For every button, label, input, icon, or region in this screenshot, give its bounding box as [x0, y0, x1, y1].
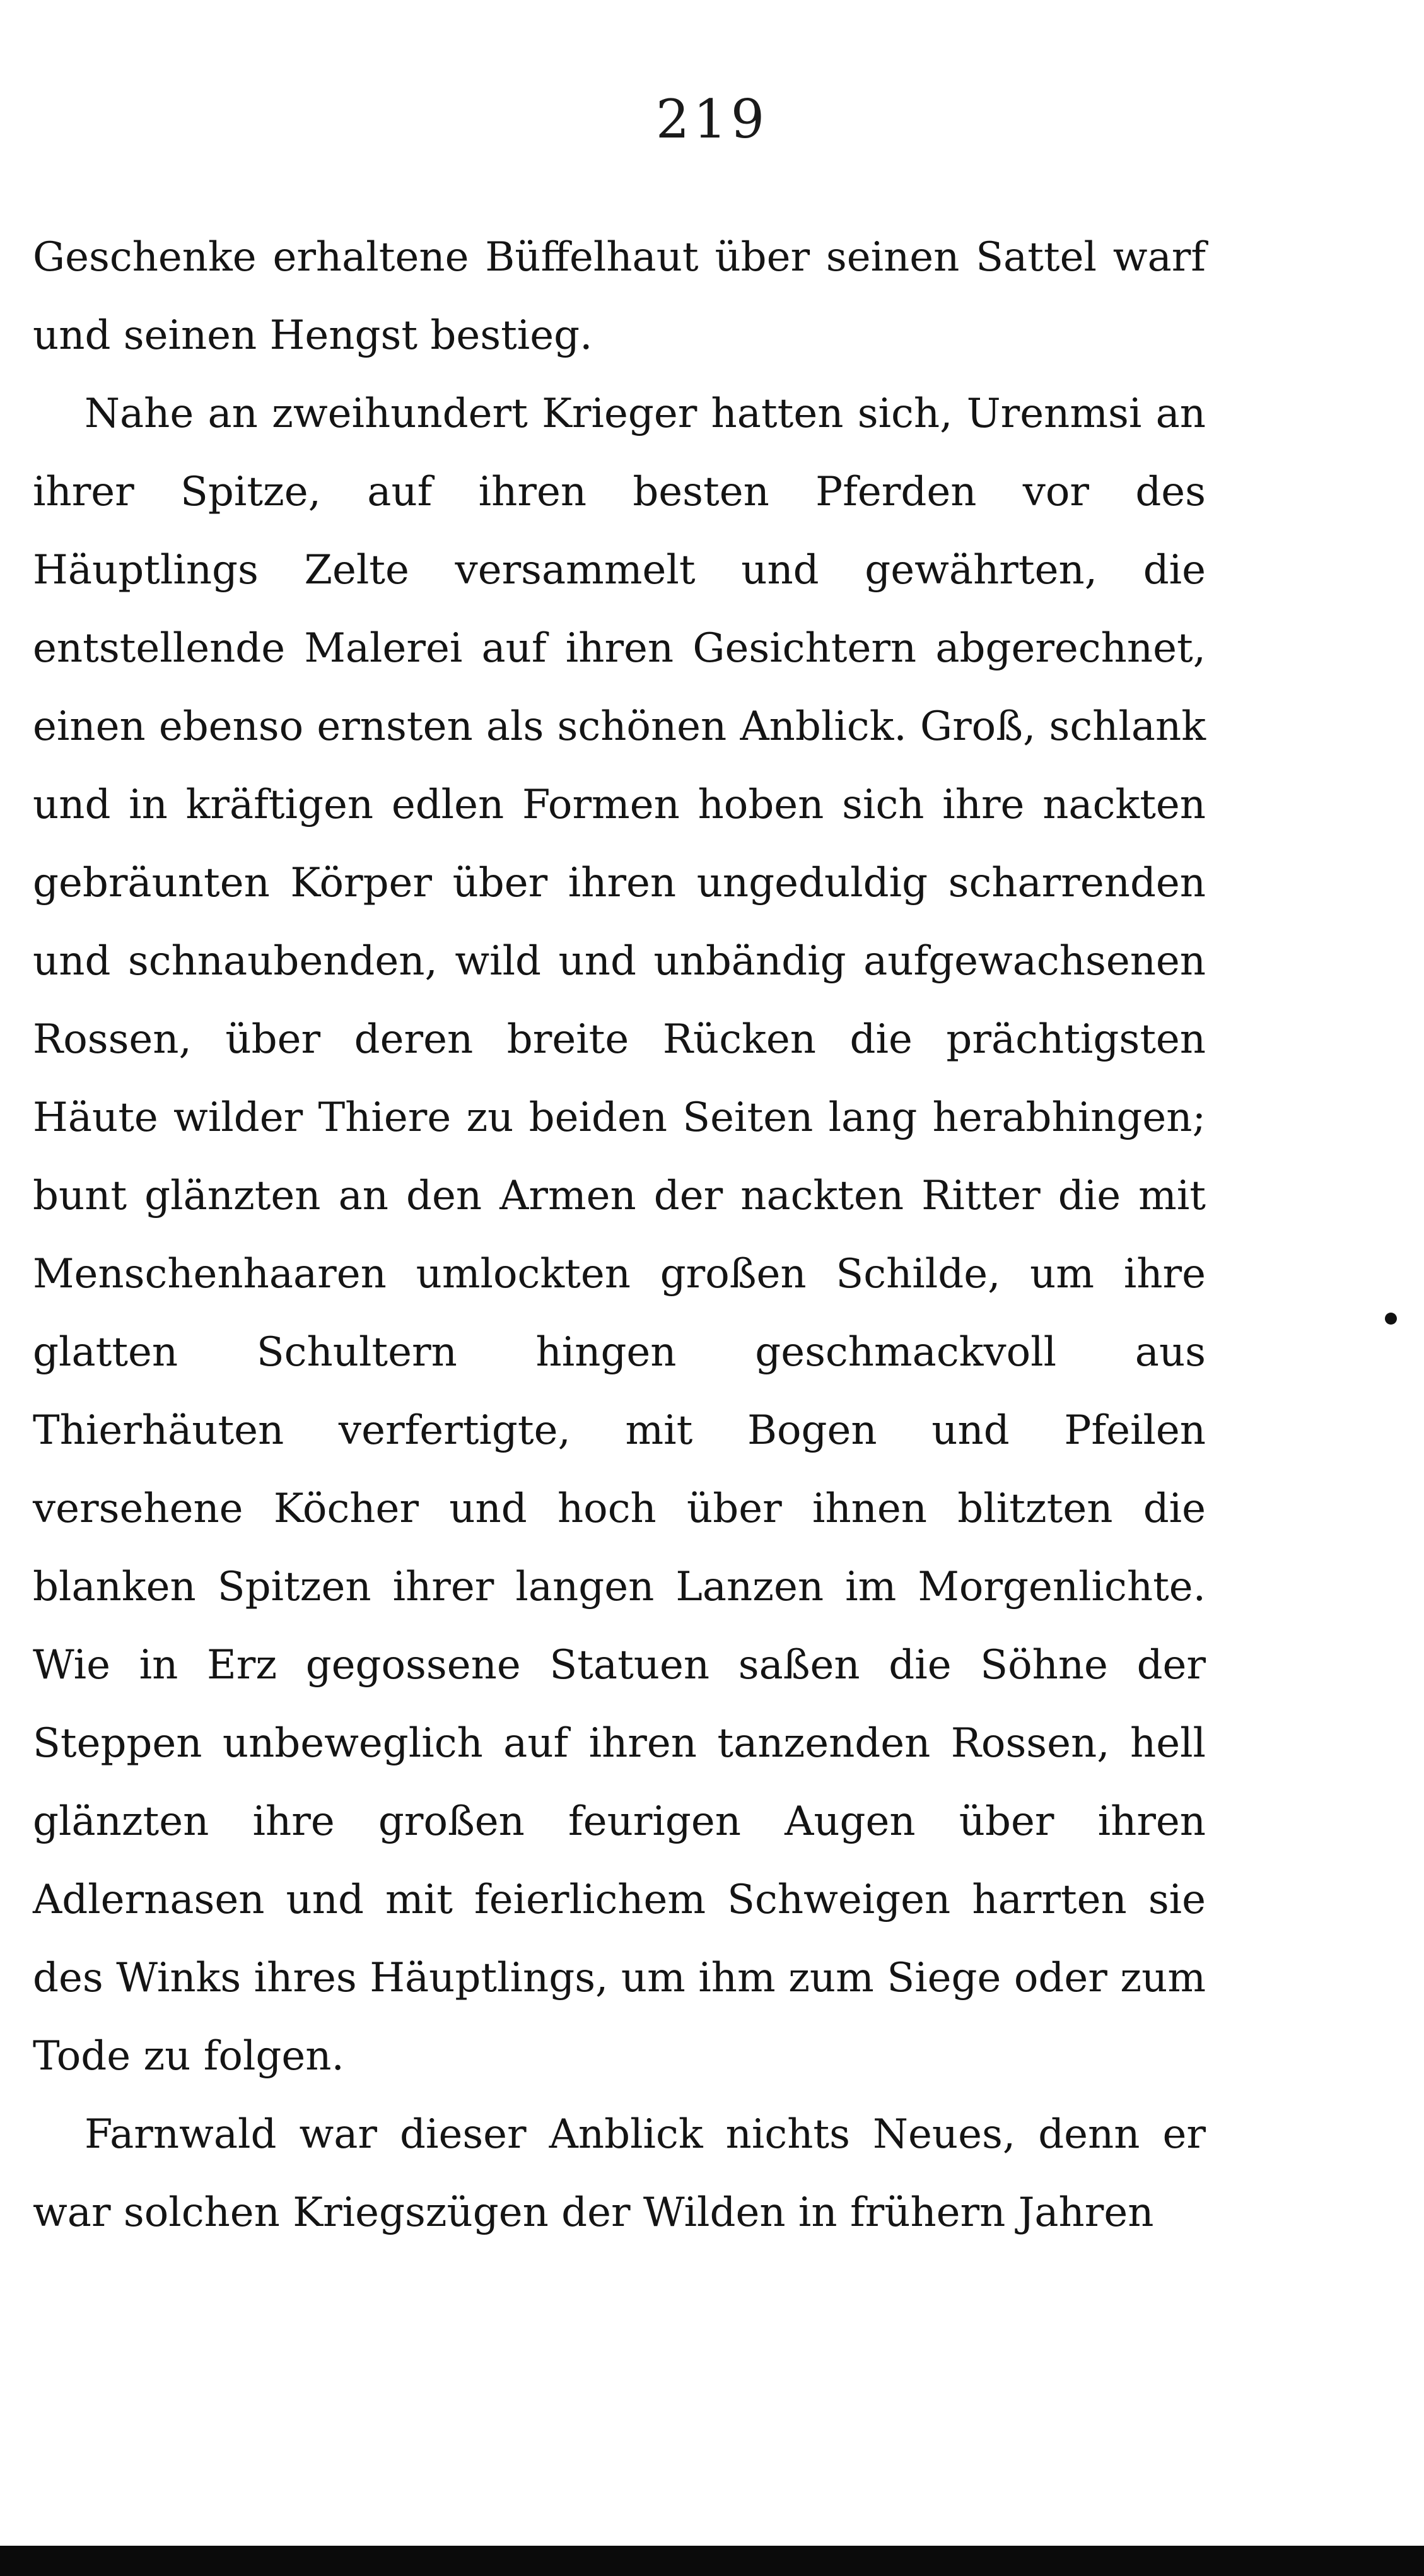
body-text [33, 218, 1206, 2252]
paragraph-2: Nahe an zweihundert Krieger hatten sich, Urenmsi an ihrer Spitze, auf ihren besten Pferden vor des Häuptlings Zelte versammelt und gewährten, die entstellende Malerei auf ihren Gesichtern abgerechnet, einen ebenso ernsten als schönen Anblick. Groß, schlank und in kräftigen edlen Formen hoben sich ihre nackten gebräunten Körper über ihren ungeduldig scharrenden und schnaubenden, wild und unbändig aufgewachsenen Rossen, über deren breite Rücken die prächtigsten Häute wilder Thiere zu beiden Seiten lang herabhingen; bunt glänzten an den Armen der nackten Ritter die mit Menschenhaaren umlockten großen Schilde, um ihre glatten Schultern hingen geschmackvoll aus Thierhäuten verfertigte, mit Bogen und Pfeilen versehene Köcher und hoch über ihnen blitzten die blanken Spitzen ihrer langen Lanzen im Morgenlichte. Wie in Erz gegossene Statuen saßen die Söhne der Steppen unbeweglich auf ihren tanzenden Rossen, hell glänzten ihre großen feurigen Augen über ihren Adlernasen und mit feierlichem Schweigen harrten sie des Winks ihres Häuptlings, um ihm zum Siege oder zum Tode zu folgen. [33, 390, 1206, 2080]
paragraph-1: Geschenke erhaltene Büffelhaut über seinen Sattel warf und seinen Hengst bestieg. [33, 234, 1206, 359]
paragraph-3: Farnwald war dieser Anblick nichts Neues, denn er war solchen Kriegszügen der Wilden in frühern Jahren [33, 2111, 1206, 2236]
scan-edge-bar [0, 2546, 1424, 2576]
ink-speck [1385, 1313, 1397, 1325]
page-number: 219 [655, 88, 769, 150]
